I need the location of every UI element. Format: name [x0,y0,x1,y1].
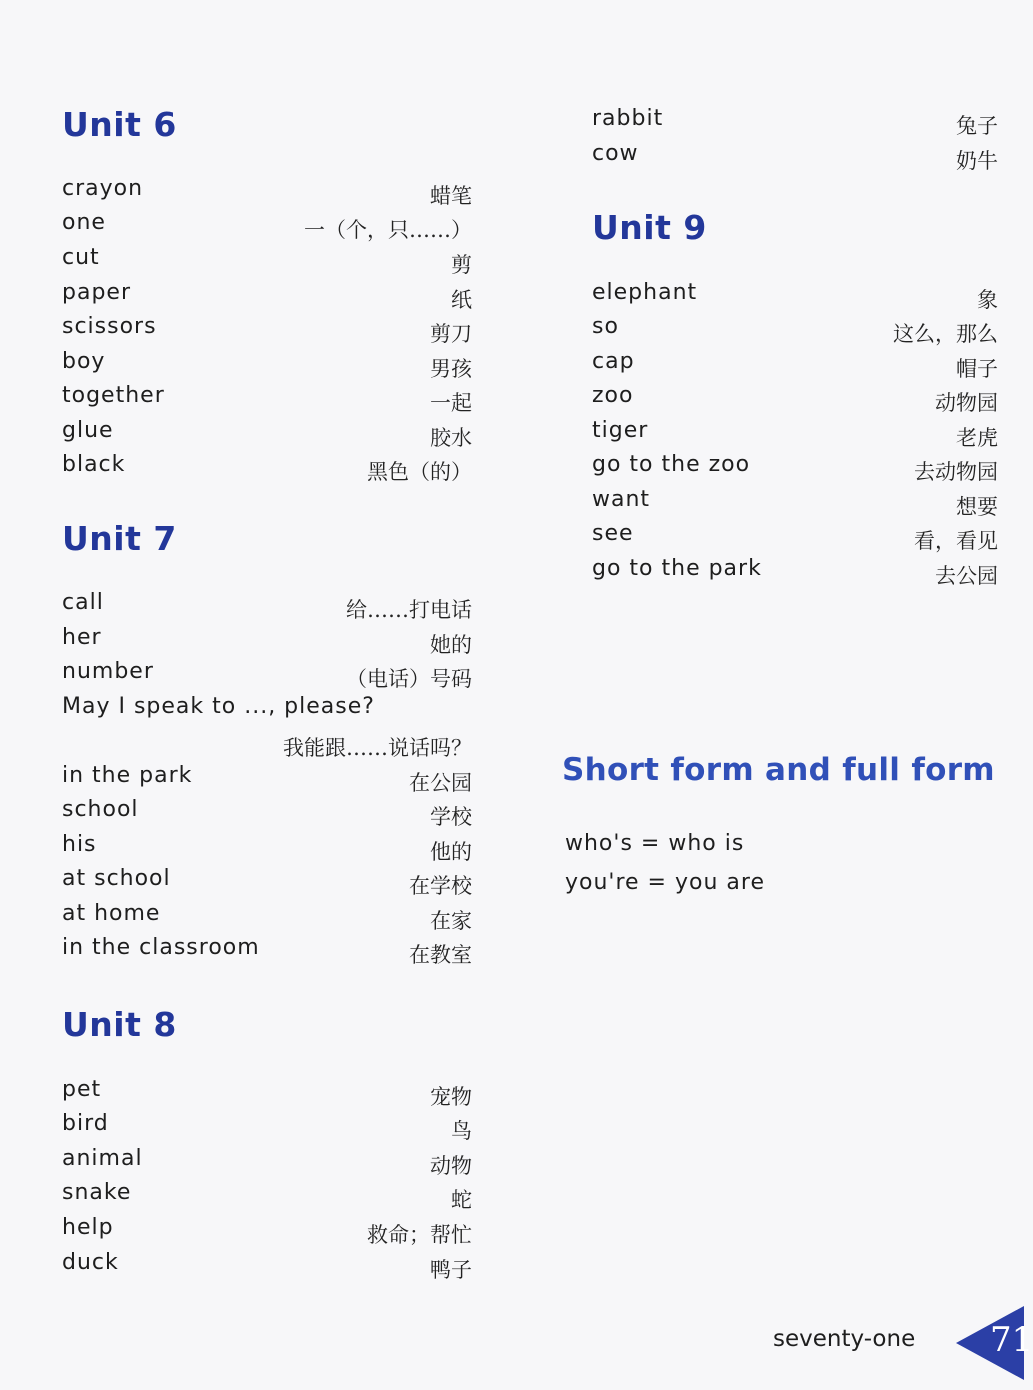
page-number-word: seventy-one [773,1326,916,1352]
word-row [592,106,998,140]
word-row [62,866,472,900]
word-en: at home [62,901,161,926]
short-form-item: you're = you are [565,870,765,895]
word-row [62,349,472,383]
word-zh: 蛇 [451,1188,472,1212]
word-en: May I speak to ..., please? [62,694,375,719]
word-en: rabbit [592,106,664,131]
word-en: pet [62,1077,102,1102]
word-row [592,349,998,383]
word-en: call [62,590,104,615]
word-en: his [62,832,97,857]
word-row [592,418,998,452]
word-zh: 看，看见 [914,529,998,553]
word-en: glue [62,418,114,443]
word-row [62,245,472,279]
word-zh: 在教室 [409,943,472,967]
unit-8-title: Unit 8 [62,1005,177,1044]
word-en: scissors [62,314,157,339]
word-row [62,314,472,348]
word-zh: 兔子 [956,114,998,138]
word-row [62,763,472,797]
word-zh: 想要 [956,495,998,519]
word-zh: 鸭子 [430,1258,472,1282]
word-row [592,487,998,521]
word-en: snake [62,1180,132,1205]
word-zh: （电话）号码 [346,667,472,691]
word-row [62,659,472,693]
word-row [62,452,472,486]
word-en: crayon [62,176,144,201]
word-en: one [62,210,106,235]
word-zh: 在家 [430,909,472,933]
word-row [62,694,472,728]
word-row [62,1077,472,1111]
word-en: black [62,452,126,477]
word-en: zoo [592,383,634,408]
word-en: in the park [62,763,193,788]
word-zh: 去动物园 [914,460,998,484]
unit-6-title: Unit 6 [62,105,177,144]
word-zh: 去公园 [935,564,998,588]
word-en: together [62,383,165,408]
word-zh: 剪刀 [430,322,472,346]
word-row [62,797,472,831]
word-row [62,210,472,244]
unit-7-title: Unit 7 [62,519,177,558]
word-en: paper [62,280,131,305]
word-zh: 在学校 [409,874,472,898]
word-en: go to the zoo [592,452,751,477]
word-zh: 给……打电话 [346,598,472,622]
word-row [62,625,472,659]
word-row [62,1180,472,1214]
word-zh: 他的 [430,840,472,864]
word-row [62,832,472,866]
word-en: duck [62,1250,119,1275]
word-en: want [592,487,651,512]
word-zh: 黑色（的） [367,460,472,484]
word-zh: 动物 [430,1154,472,1178]
page-number: 71 [990,1320,1033,1360]
word-row [62,418,472,452]
word-en: so [592,314,619,339]
word-zh: 一起 [430,391,472,415]
word-zh: 一（个，只……） [304,218,472,242]
word-row [592,280,998,314]
word-zh: 胶水 [430,426,472,450]
word-row [592,556,998,590]
word-zh: 她的 [430,633,472,657]
word-en: elephant [592,280,698,305]
word-zh: 纸 [451,288,472,312]
word-row [592,383,998,417]
word-zh: 动物园 [935,391,998,415]
word-en: cow [592,141,639,166]
word-row [592,314,998,348]
word-row [62,383,472,417]
unit-9-title: Unit 9 [592,208,707,247]
word-en: bird [62,1111,109,1136]
word-zh: 帽子 [956,357,998,381]
word-en: help [62,1215,114,1240]
word-row [62,728,472,762]
word-zh: 剪 [451,253,472,277]
word-en: school [62,797,139,822]
word-row [62,1111,472,1145]
word-en: see [592,521,634,546]
short-form-item: who's = who is [565,831,745,856]
word-row [62,1215,472,1249]
word-zh: 在公园 [409,771,472,795]
word-en: animal [62,1146,143,1171]
word-zh: 宠物 [430,1085,472,1109]
word-row [62,1250,472,1284]
word-row [592,141,998,175]
word-row [62,1146,472,1180]
word-row [62,590,472,624]
word-en: in the classroom [62,935,260,960]
word-en: tiger [592,418,649,443]
word-zh: 奶牛 [956,149,998,173]
word-row [62,176,472,210]
word-en: cap [592,349,635,374]
word-en: at school [62,866,171,891]
word-zh: 救命；帮忙 [367,1223,472,1247]
word-zh: 象 [977,288,998,312]
word-en: number [62,659,154,684]
word-en: go to the park [592,556,762,581]
word-row [592,452,998,486]
word-zh: 学校 [430,805,472,829]
word-zh: 男孩 [430,357,472,381]
word-zh: 老虎 [956,426,998,450]
word-en: boy [62,349,106,374]
word-zh: 鸟 [451,1119,472,1143]
word-en: cut [62,245,100,270]
short-form-title: Short form and full form [562,752,995,788]
word-zh: 这么，那么 [893,322,998,346]
word-row [62,280,472,314]
word-zh: 蜡笔 [430,184,472,208]
word-zh: 我能跟……说话吗？ [283,736,472,760]
word-row [62,935,472,969]
word-row [592,521,998,555]
word-row [62,901,472,935]
word-en: her [62,625,102,650]
